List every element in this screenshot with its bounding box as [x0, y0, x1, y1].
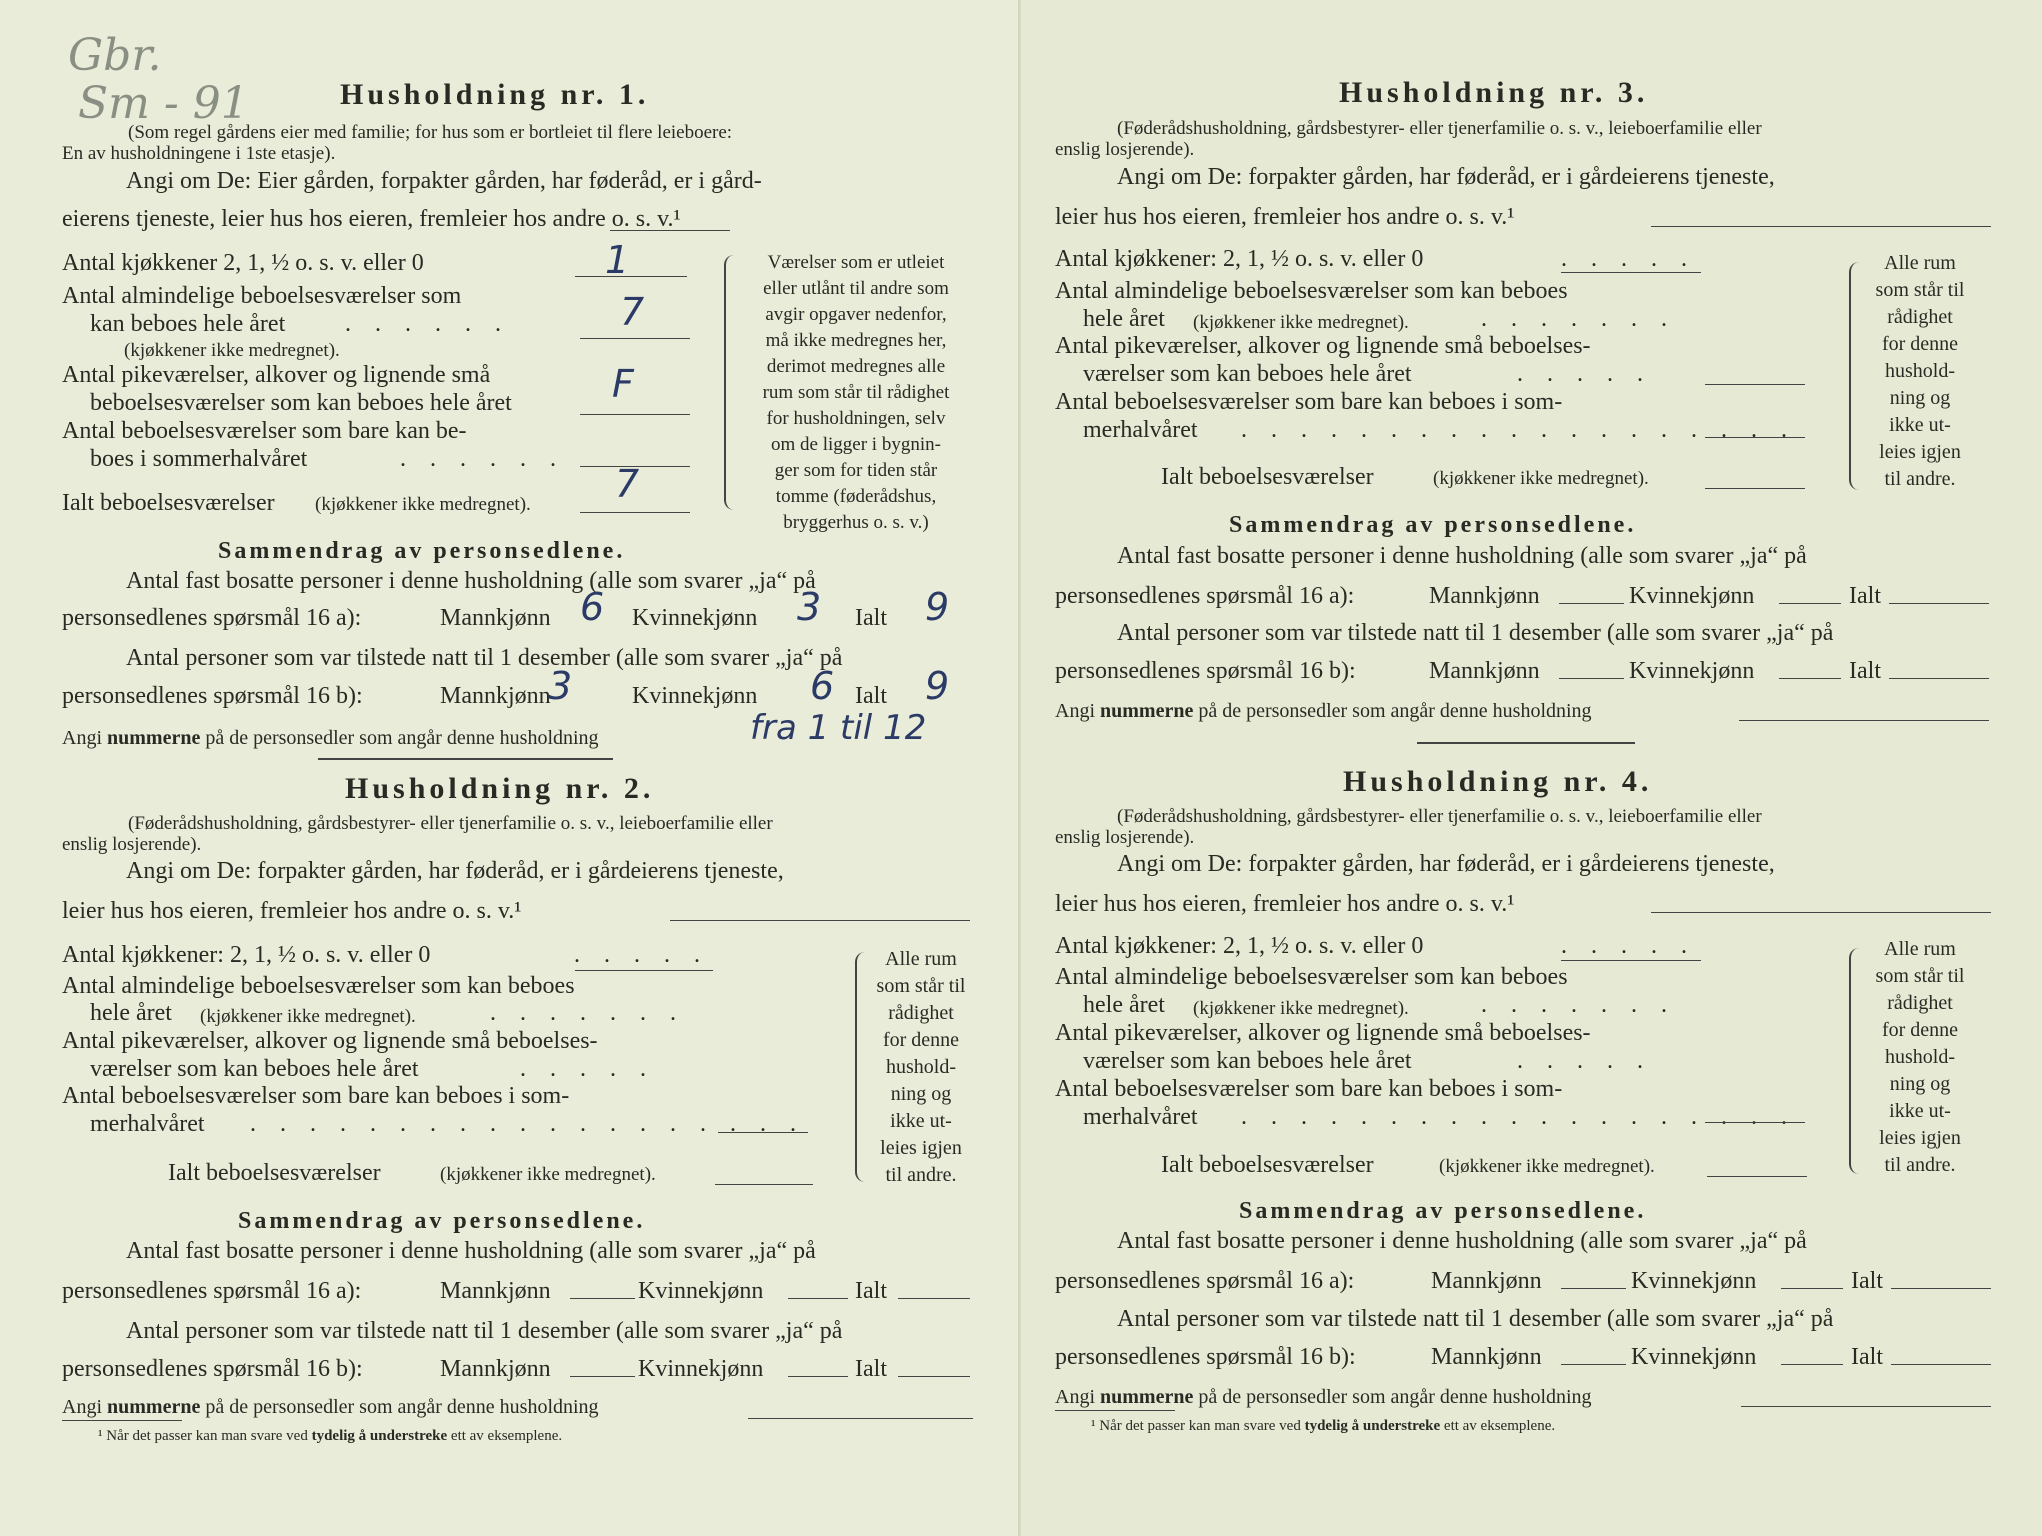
hh3-s1-ialt-label: Ialt: [1849, 583, 1881, 609]
hh2-s2-kvinne-line: [788, 1376, 848, 1377]
hh3-s2b: personsedlenes spørsmål 16 b):: [1055, 658, 1356, 684]
hh3-s2-kvinne-label: Kvinnekjønn: [1629, 658, 1755, 684]
hh3-ialt-line: [1705, 488, 1805, 489]
hh1-q-pike-2: beboelsesværelser som kan beboes hele året: [90, 390, 512, 416]
hh4-q-kjokken: Antal kjøkkener: 2, 1, ½ o. s. v. eller 0: [1055, 933, 1424, 959]
hh3-q-pike-1: Antal pikeværelser, alkover og lignende små beboelses-: [1055, 333, 1591, 359]
hh2-s1-kvinne-label: Kvinnekjønn: [638, 1278, 764, 1304]
hh2-angi-nr-pre: Angi: [62, 1396, 102, 1418]
hh4-summary-title: Sammendrag av personsedlene.: [1239, 1198, 1647, 1224]
hh2-q-somm-1: Antal beboelsesværelser som bare kan beboes i som-: [62, 1083, 570, 1109]
hh2-s2-ialt-line: [898, 1376, 970, 1377]
hh4-angi-1: Angi om De: forpakter gården, har føderåd, er i gårdeierens tjeneste,: [1117, 851, 1775, 877]
hh3-angi-nr-line: [1739, 720, 1989, 721]
hh2-side-note-line: for denne: [882, 1029, 960, 1051]
hh4-title: Husholdning nr. 4.: [1343, 765, 1653, 798]
hh4-s2-ialt-label: Ialt: [1851, 1344, 1883, 1370]
hh1-kjokken-line: [575, 276, 687, 277]
hh1-angi-1: Angi om De: Eier gården, forpakter gården, har føderåd, er i gård-: [126, 168, 762, 194]
hh3-s1-kvinne-label: Kvinnekjønn: [1629, 583, 1755, 609]
hh2-q-alm-2: hele året: [90, 1000, 172, 1026]
hh3-s1-mann-label: Mannkjønn: [1429, 583, 1540, 609]
hh1-b-kvinne: 6: [810, 664, 835, 708]
hh2-s2-kvinne-label: Kvinnekjønn: [638, 1356, 764, 1382]
hh2-side-note-line: hushold-: [886, 1056, 956, 1078]
hh1-side-note-line: eller utlånt til andre som: [763, 278, 949, 299]
hh1-a-ialt: 9: [925, 585, 950, 629]
footnote-left-post: ett av eksemplene.: [450, 1428, 563, 1444]
hh3-dots-somm: . . . . . . . . . . . . . . . . . . .: [1241, 417, 1796, 443]
hh1-a-kvinne: 3: [797, 585, 822, 629]
hh4-q-pike-2: værelser som kan beboes hele året: [1083, 1048, 1412, 1074]
hh4-note-2: enslig losjerende).: [1055, 827, 1195, 848]
hh4-dots-kjokken: . . . . .: [1561, 933, 1696, 959]
hh3-q-ialt-paren: (kjøkkener ikke medregnet).: [1433, 468, 1649, 489]
footnote-left: [98, 1428, 562, 1445]
hh2-s1-mann-label: Mannkjønn: [440, 1278, 551, 1304]
hh1-b-ialt: 9: [925, 664, 950, 708]
hh3-angi-nr-post: på de personsedler som angår denne husholdning: [1198, 700, 1592, 722]
hh2-s2-mann-label: Mannkjønn: [440, 1356, 551, 1382]
hh3-side-note-line: hushold-: [1885, 360, 1955, 382]
hh2-q-ialt: Ialt beboelsesværelser: [168, 1160, 381, 1186]
hh4-somm-line: [1705, 1122, 1805, 1123]
hh1-s1-kvinne-label: Kvinnekjønn: [632, 605, 758, 631]
hh1-q-alm-1: Antal almindelige beboelsesværelser som: [62, 283, 462, 309]
hh1-s2-mann-label: Mannkjønn: [440, 683, 551, 709]
hh1-q-alm-2: kan beboes hele året: [90, 311, 286, 337]
hh2-angi-nr-post: på de personsedler som angår denne husholdning: [205, 1396, 599, 1418]
hh1-q-ialt-paren: (kjøkkener ikke medregnet).: [315, 494, 531, 515]
hh1-side-note-line: for husholdningen, selv: [766, 408, 946, 429]
hh2-note-2: enslig losjerende).: [62, 834, 202, 855]
hh2-s1-ialt-label: Ialt: [855, 1278, 887, 1304]
hh1-s2a: Antal personer som var tilstede natt til 1 desember (alle som svarer „ja“ på: [126, 645, 843, 671]
hh3-s1a: Antal fast bosatte personer i denne husholdning (alle som svarer „ja“ på: [1117, 543, 1807, 569]
hh3-dots-kjokken: . . . . .: [1561, 246, 1696, 272]
hh2-s1b: personsedlenes spørsmål 16 a):: [62, 1278, 362, 1304]
hh4-s1-mann-label: Mannkjønn: [1431, 1268, 1542, 1294]
hh3-angi-nummerne: [1055, 700, 1592, 723]
hh4-q-ialt-paren: (kjøkkener ikke medregnet).: [1439, 1156, 1655, 1177]
hh1-q-kjokken: Antal kjøkkener 2, 1, ½ o. s. v. eller 0: [62, 250, 424, 276]
hh1-ans-kjokken: 1: [605, 238, 630, 282]
hh3-q-alm-1: Antal almindelige beboelsesværelser som kan beboes: [1055, 278, 1568, 304]
hh3-separator: [1417, 742, 1635, 744]
hh3-q-ialt: Ialt beboelsesværelser: [1161, 464, 1374, 490]
hh3-side-note: [1861, 250, 1979, 493]
hh2-side-note: [862, 946, 980, 1189]
hh1-q-somm-1: Antal beboelsesværelser som bare kan be-: [62, 418, 467, 444]
hh2-side-note-line: rådighet: [888, 1002, 954, 1024]
hh1-s1a: Antal fast bosatte personer i denne husholdning (alle som svarer „ja“ på: [126, 568, 816, 594]
hh4-s2-kvinne-label: Kvinnekjønn: [1631, 1344, 1757, 1370]
hh1-pike-line: [580, 414, 690, 415]
pencil-note-1: Gbr.: [68, 30, 162, 81]
hh2-side-note-line: ning og: [890, 1083, 952, 1105]
hh2-angi-answer-line: [670, 920, 970, 921]
hh3-side-note-line: ning og: [1889, 387, 1951, 409]
hh1-side-note-line: om de ligger i bygnin-: [771, 434, 941, 455]
hh3-side-note-line: leies igjen: [1879, 441, 1961, 463]
hh1-side-note-line: Værelser som er utleiet: [767, 252, 945, 273]
hh1-q-alm-3: (kjøkkener ikke medregnet).: [124, 340, 340, 361]
hh3-q-kjokken: Antal kjøkkener: 2, 1, ½ o. s. v. eller 0: [1055, 246, 1424, 272]
hh1-side-note-line: avgir opgaver nedenfor,: [765, 304, 947, 325]
hh4-angi-nummerne: [1055, 1386, 1592, 1409]
hh1-side-note-line: derimot medregnes alle: [766, 356, 946, 377]
hh4-angi-2: leier hus hos eieren, fremleier hos andre o. s. v.¹: [1055, 891, 1515, 917]
hh3-angi-2: leier hus hos eieren, fremleier hos andre o. s. v.¹: [1055, 204, 1515, 230]
hh4-side-note-line: Alle rum: [1884, 938, 1956, 960]
hh2-title: Husholdning nr. 2.: [345, 772, 655, 805]
hh4-kjokken-line: [1561, 960, 1701, 961]
hh4-s2-ialt-line: [1891, 1364, 1991, 1365]
hh3-note-1: (Føderådshusholdning, gårdsbestyrer- eller tjenerfamilie o. s. v., leieboerfamilie eller: [1117, 118, 1762, 139]
hh2-q-ialt-paren: (kjøkkener ikke medregnet).: [440, 1164, 656, 1185]
hh4-note-1: (Føderådshusholdning, gårdsbestyrer- eller tjenerfamilie o. s. v., leieboerfamilie eller: [1117, 806, 1762, 827]
hh4-s2-mann-label: Mannkjønn: [1431, 1344, 1542, 1370]
hh2-side-note-line: ikke ut-: [890, 1110, 952, 1132]
hh3-side-note-line: rådighet: [1887, 306, 1953, 328]
hh4-angi-nr-post: på de personsedler som angår denne husholdning: [1198, 1386, 1592, 1408]
hh3-s2-ialt-label: Ialt: [1849, 658, 1881, 684]
hh1-ialt-line: [580, 512, 690, 513]
hh3-side-note-line: Alle rum: [1884, 252, 1956, 274]
hh3-s1b: personsedlenes spørsmål 16 a):: [1055, 583, 1355, 609]
hh1-q-ialt: Ialt beboelsesværelser: [62, 490, 275, 516]
hh1-side-note: [736, 250, 976, 536]
hh2-note-1: (Føderådshusholdning, gårdsbestyrer- eller tjenerfamilie o. s. v., leieboerfamilie eller: [128, 813, 773, 834]
hh2-angi-2: leier hus hos eieren, fremleier hos andre o. s. v.¹: [62, 898, 522, 924]
hh1-angi-nr-answer: fra 1 til 12: [750, 708, 927, 748]
hh1-angi-nr-post: på de personsedler som angår denne husholdning: [205, 727, 599, 749]
hh3-title: Husholdning nr. 3.: [1339, 76, 1649, 109]
hh3-dots-alm: . . . . . . .: [1481, 306, 1676, 332]
hh2-side-note-line: som står til: [876, 975, 966, 997]
hh2-s1-ialt-line: [898, 1298, 970, 1299]
hh3-s2-kvinne-line: [1779, 678, 1841, 679]
hh2-dots-kjokken: . . . . .: [574, 942, 709, 968]
hh2-q-alm-1: Antal almindelige beboelsesværelser som kan beboes: [62, 973, 575, 999]
hh3-q-alm-2p: (kjøkkener ikke medregnet).: [1193, 312, 1409, 333]
hh4-q-alm-2: hele året: [1083, 992, 1165, 1018]
hh3-side-note-line: for denne: [1881, 333, 1959, 355]
hh4-s1b: personsedlenes spørsmål 16 a):: [1055, 1268, 1355, 1294]
hh1-angi-nr-pre: Angi: [62, 727, 102, 749]
hh4-ialt-line: [1707, 1176, 1807, 1177]
hh2-angi-nummerne: [62, 1396, 599, 1419]
hh4-side-note-line: leies igjen: [1879, 1127, 1961, 1149]
hh1-side-note-line: må ikke medregnes her,: [765, 330, 947, 351]
hh1-alm-line: [580, 338, 690, 339]
hh1-side-note-line: bryggerhus o. s. v.): [783, 512, 929, 533]
hh1-ans-ialt: 7: [615, 462, 640, 506]
hh2-dots-somm: . . . . . . . . . . . . . . . . . . .: [250, 1111, 805, 1137]
hh3-side-note-line: ikke ut-: [1889, 414, 1951, 436]
hh3-angi-nr-bold: nummerne: [1100, 700, 1194, 722]
hh3-s2-mann-label: Mannkjønn: [1429, 658, 1540, 684]
hh2-angi-1: Angi om De: forpakter gården, har føderåd, er i gårdeierens tjeneste,: [126, 858, 784, 884]
hh2-q-kjokken: Antal kjøkkener: 2, 1, ½ o. s. v. eller 0: [62, 942, 431, 968]
pencil-note-2: Sm - 91: [78, 78, 249, 129]
hh2-kjokken-line: [575, 970, 713, 971]
hh4-s1-ialt-label: Ialt: [1851, 1268, 1883, 1294]
hh1-q-somm-2: boes i sommerhalvåret: [90, 446, 308, 472]
hh4-side-note-line: til andre.: [1884, 1154, 1956, 1176]
footnote-right-post: ett av eksemplene.: [1443, 1418, 1556, 1434]
hh3-angi-nr-pre: Angi: [1055, 700, 1095, 722]
hh4-s1a: Antal fast bosatte personer i denne husholdning (alle som svarer „ja“ på: [1117, 1228, 1807, 1254]
hh3-s1-mann-line: [1559, 603, 1624, 604]
hh2-side-note-line: til andre.: [885, 1164, 957, 1186]
hh2-q-somm-2: merhalvåret: [90, 1111, 205, 1137]
hh2-s1-kvinne-line: [788, 1298, 848, 1299]
hh3-s1-kvinne-line: [1779, 603, 1841, 604]
hh1-angi-nummerne: [62, 727, 599, 750]
hh1-a-mann: 6: [580, 585, 605, 629]
hh3-somm-line: [1705, 437, 1805, 438]
footnote-rule-right: [1055, 1410, 1175, 1411]
hh2-s2-mann-line: [570, 1376, 635, 1377]
hh1-s1-ialt-label: Ialt: [855, 605, 887, 631]
hh4-dots-alm: . . . . . . .: [1481, 992, 1676, 1018]
footnote-left-pre: ¹ Når det passer kan man svare ved: [98, 1428, 308, 1444]
hh2-summary-title: Sammendrag av personsedlene.: [238, 1208, 646, 1234]
hh1-side-note-line: tomme (føderådshus,: [775, 486, 937, 507]
hh4-side-note-line: for denne: [1881, 1019, 1959, 1041]
hh1-side-note-line: ger som for tiden står: [774, 460, 938, 481]
hh2-side-note-line: Alle rum: [885, 948, 957, 970]
hh2-q-pike-2: værelser som kan beboes hele året: [90, 1056, 419, 1082]
hh2-s1-mann-line: [570, 1298, 635, 1299]
hh1-q-pike-1: Antal pikeværelser, alkover og lignende små: [62, 362, 491, 388]
hh3-q-pike-2: værelser som kan beboes hele året: [1083, 361, 1412, 387]
hh2-dots-pike: . . . . .: [520, 1056, 655, 1082]
hh3-s1-ialt-line: [1889, 603, 1989, 604]
hh4-dots-somm: . . . . . . . . . . . . . . . . . . .: [1241, 1104, 1796, 1130]
hh4-angi-nr-pre: Angi: [1055, 1386, 1095, 1408]
hh4-side-note-line: som står til: [1875, 965, 1965, 987]
hh2-s1a: Antal fast bosatte personer i denne husholdning (alle som svarer „ja“ på: [126, 1238, 816, 1264]
footnote-left-bold: tydelig å understreke: [311, 1428, 448, 1444]
hh1-summary-title: Sammendrag av personsedlene.: [218, 538, 626, 564]
hh4-angi-answer-line: [1651, 912, 1991, 913]
hh3-q-somm-2: merhalvåret: [1083, 417, 1198, 443]
hh4-dots-pike: . . . . .: [1517, 1048, 1652, 1074]
hh2-q-pike-1: Antal pikeværelser, alkover og lignende små beboelses-: [62, 1028, 598, 1054]
hh4-s2b: personsedlenes spørsmål 16 b):: [1055, 1344, 1356, 1370]
hh1-ans-pike: F: [612, 362, 634, 406]
hh3-dots-pike: . . . . .: [1517, 361, 1652, 387]
hh3-angi-answer-line: [1651, 226, 1991, 227]
hh2-s2-ialt-label: Ialt: [855, 1356, 887, 1382]
hh1-s1-mann-label: Mannkjønn: [440, 605, 551, 631]
footnote-right-bold: tydelig å understreke: [1304, 1418, 1441, 1434]
hh3-side-note-line: til andre.: [1884, 468, 1956, 490]
hh4-angi-nr-bold: nummerne: [1100, 1386, 1194, 1408]
hh1-s2-kvinne-label: Kvinnekjønn: [632, 683, 758, 709]
hh3-note-2: enslig losjerende).: [1055, 139, 1195, 160]
hh2-q-alm-2p: (kjøkkener ikke medregnet).: [200, 1006, 416, 1027]
hh3-q-somm-1: Antal beboelsesværelser som bare kan beboes i som-: [1055, 389, 1563, 415]
right-page: [1021, 0, 2042, 1536]
hh4-side-note-line: ning og: [1889, 1073, 1951, 1095]
hh1-s2b: personsedlenes spørsmål 16 b):: [62, 683, 363, 709]
hh3-s2-mann-line: [1559, 678, 1624, 679]
hh4-angi-nr-line: [1741, 1406, 1991, 1407]
hh4-q-alm-2p: (kjøkkener ikke medregnet).: [1193, 998, 1409, 1019]
hh2-side-note-line: leies igjen: [880, 1137, 962, 1159]
hh4-s1-ialt-line: [1891, 1288, 1991, 1289]
hh4-q-pike-1: Antal pikeværelser, alkover og lignende små beboelses-: [1055, 1020, 1591, 1046]
hh2-s2b: personsedlenes spørsmål 16 b):: [62, 1356, 363, 1382]
hh1-dots-alm: . . . . . .: [345, 311, 510, 337]
hh4-side-note-line: rådighet: [1887, 992, 1953, 1014]
hh1-dots-somm: . . . . . .: [400, 446, 565, 472]
hh4-s1-kvinne-line: [1781, 1288, 1843, 1289]
hh4-q-somm-1: Antal beboelsesværelser som bare kan beboes i som-: [1055, 1076, 1563, 1102]
hh3-kjokken-line: [1561, 272, 1701, 273]
hh3-side-note-line: som står til: [1875, 279, 1965, 301]
hh4-q-somm-2: merhalvåret: [1083, 1104, 1198, 1130]
hh4-side-note: [1861, 936, 1979, 1179]
hh1-note-2: En av husholdningene i 1ste etasje).: [62, 143, 336, 164]
hh3-s2a: Antal personer som var tilstede natt til 1 desember (alle som svarer „ja“ på: [1117, 620, 1834, 646]
hh3-summary-title: Sammendrag av personsedlene.: [1229, 512, 1637, 538]
hh4-s2a: Antal personer som var tilstede natt til 1 desember (alle som svarer „ja“ på: [1117, 1306, 1834, 1332]
hh1-b-mann: 3: [548, 664, 573, 708]
hh1-angi-2: eierens tjeneste, leier hus hos eieren, fremleier hos andre o. s. v.¹: [62, 206, 681, 232]
hh4-s1-kvinne-label: Kvinnekjønn: [1631, 1268, 1757, 1294]
hh3-pike-line: [1705, 384, 1805, 385]
hh1-ans-alm: 7: [620, 290, 645, 334]
hh4-side-note-line: hushold-: [1885, 1046, 1955, 1068]
hh3-angi-1: Angi om De: forpakter gården, har føderåd, er i gårdeierens tjeneste,: [1117, 164, 1775, 190]
hh3-s2-ialt-line: [1889, 678, 1989, 679]
hh2-angi-nr-line: [748, 1418, 973, 1419]
hh4-q-ialt: Ialt beboelsesværelser: [1161, 1152, 1374, 1178]
hh4-s2-mann-line: [1561, 1364, 1626, 1365]
hh2-dots-alm: . . . . . . .: [490, 1000, 685, 1026]
hh2-somm-line: [718, 1132, 808, 1133]
hh2-s2a: Antal personer som var tilstede natt til 1 desember (alle som svarer „ja“ på: [126, 1318, 843, 1344]
hh1-separator: [318, 758, 613, 760]
hh1-s2-ialt-label: Ialt: [855, 683, 887, 709]
hh1-note-1: (Som regel gårdens eier med familie; for hus som er bortleiet til flere leieboere:: [128, 122, 733, 143]
hh4-s1-mann-line: [1561, 1288, 1626, 1289]
footnote-right-pre: ¹ Når det passer kan man svare ved: [1091, 1418, 1301, 1434]
footnote-right: [1091, 1418, 1555, 1435]
hh3-q-alm-2: hele året: [1083, 306, 1165, 332]
hh1-title: Husholdning nr. 1.: [340, 78, 650, 111]
hh1-s1b: personsedlenes spørsmål 16 a):: [62, 605, 362, 631]
hh4-side-note-line: ikke ut-: [1889, 1100, 1951, 1122]
hh1-angi-nr-bold: nummerne: [107, 727, 201, 749]
hh1-side-note-line: rum som står til rådighet: [762, 382, 950, 403]
hh2-angi-nr-bold: nummerne: [107, 1396, 201, 1418]
hh4-q-alm-1: Antal almindelige beboelsesværelser som kan beboes: [1055, 964, 1568, 990]
hh4-s2-kvinne-line: [1781, 1364, 1843, 1365]
hh2-ialt-line: [715, 1184, 813, 1185]
hh1-angi-answer-line: [610, 230, 730, 231]
footnote-rule-left: [62, 1420, 182, 1421]
